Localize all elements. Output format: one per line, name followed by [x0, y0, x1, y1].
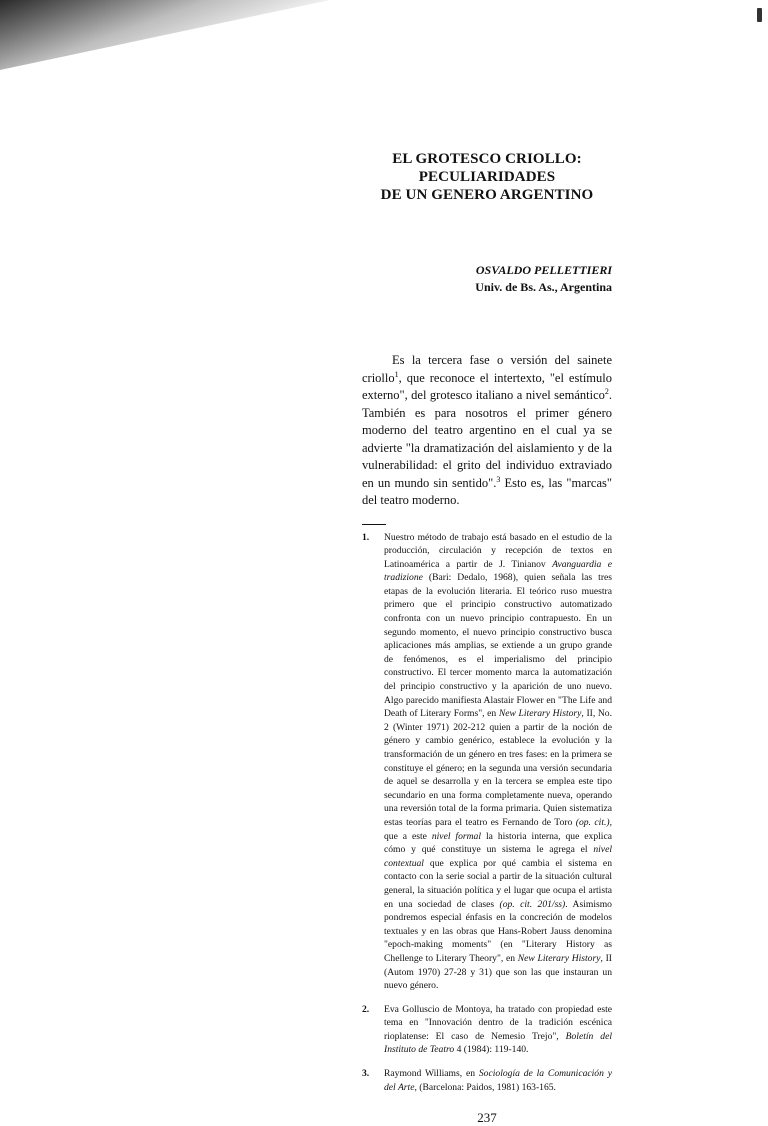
footnote-italic: New Literary History: [498, 708, 582, 720]
footnote-ref-3[interactable]: 3: [496, 474, 501, 484]
author-byline: [362, 262, 612, 296]
footnote-3: [362, 1067, 612, 1094]
footnote-italic: Boletín del Instituto de Teatro: [384, 1030, 612, 1056]
footnote-segment: que explica por qué cambia el sistema en contacto con la serie social a partir de la situación cultural general, la situación política y el lugar que ocupa el artista en una sociedad de clases: [384, 857, 612, 910]
footnote-ref-2[interactable]: 2: [604, 386, 609, 396]
scan-corner-mark: [757, 8, 762, 22]
footnote-text: [384, 1067, 612, 1094]
footnote-segment: , II, No. 2 (Winter 1971) 202-212 quien a partir de la noción de género y cambio genérico, establece la evolución y la transformación de un género en tres fases: en la primera se constituye el género; en la segunda una versión secundaria de aquel se desarrolla y en la tercera se emplea este tipo secundario en una forma completamente nueva, operando una reversión total de la forma primaria. Quien sistematiza estas teorías para el teatro es Fernando de Toro: [384, 708, 612, 828]
footnote-italic: Avanguardia e tradizione: [384, 558, 612, 584]
title-line-1: EL GROTESCO CRIOLLO: PECULIARIDADES: [392, 151, 582, 185]
body-text-3: . También es para nosotros el primer género moderno del teatro argentino en el cual ya se advierte "la dramatización del aislamiento y de la vulnerabilidad: el grito del individuo extraviado en un mundo sin sentido".: [362, 388, 612, 490]
footnote-number: 1.: [362, 531, 370, 543]
footnote-segment: 4 (1984): 119-140.: [454, 1044, 529, 1056]
body-text-4: Esto es, las "marcas" del teatro moderno.: [362, 475, 612, 507]
footnote-ref-1[interactable]: 1: [394, 369, 399, 379]
footnote-italic: nivel formal: [431, 830, 482, 842]
footnote-italic: (op. cit.): [575, 816, 610, 828]
footnotes: [362, 531, 612, 1095]
footnote-segment: Raymond Williams, en: [384, 1068, 479, 1080]
footnote-text: [384, 1003, 612, 1057]
title-line-2: DE UN GENERO ARGENTINO: [380, 187, 594, 203]
footnote-italic: nivel contextual: [384, 844, 612, 869]
body-paragraph: [362, 352, 612, 510]
footnote-italic: New Literary History: [517, 952, 601, 964]
footnote-text: [384, 531, 612, 993]
body-text-2: , que reconoce el intertexto, "el estímulo externo", del grotesco italiano a nivel semántico: [362, 370, 612, 402]
author-affiliation: Univ. de Bs. As., Argentina: [475, 280, 612, 294]
body-text-1: Es la tercera fase o versión del sainete criollo: [362, 353, 612, 385]
footnote-1: [362, 531, 612, 993]
footnote-number: 2.: [362, 1003, 370, 1015]
article-title: [362, 150, 612, 204]
footnote-segment: la historia interna, que explica cómo y qué constituye un sistema le agrega el: [384, 830, 612, 856]
footnote-segment: , (Barcelona: Paidos, 1981) 163-165.: [414, 1081, 556, 1093]
footnote-segment: , que a este: [384, 816, 612, 842]
page-number: 237: [477, 1110, 497, 1126]
author-name: OSVALDO PELLETTIERI: [475, 263, 612, 277]
footnote-segment: , II (Autom 1970) 27-28 y 31) que son las que instauran un nuevo género.: [384, 952, 612, 992]
footnote-number: 3.: [362, 1068, 370, 1080]
footnote-segment: (Bari: Dedalo, 1968), quien señala las tres etapas de la evolución literaria. El teórico ruso muestra primero que el principio constructivo automatizado confronta con un nuevo principio contrapuesto. En un segundo momento, el nuevo principio constructivo busca aplicaciones más amplias, se extiende a un grupo grande de fenómenos, es el imperialismo del principio constructivo. El tercer momento marca la automatización del principio constructivo y la aparición de uno nuevo. Algo parecido manifiesta Alastair Flower en "The Life and Death of Literary Forms", en: [384, 572, 612, 720]
footnote-segment: . Asimismo pondremos especial énfasis en la concreción de modelos textuales y en las obras que Hans-Robert Jauss denomina "epoch-making moments" (en "Literary History as Chellenge to Literary Theory", en: [384, 898, 612, 964]
footnote-italic: (op. cit. 201/ss): [499, 898, 566, 910]
footnote-segment: Nuestro método de trabajo está basado en el estudio de la producción, circulación y recepción de textos en Latinoamérica a partir de J. Tinianov: [384, 531, 612, 570]
footnote-italic: Sociología de la Comunicación y del Arte: [384, 1068, 612, 1093]
footnote-2: [362, 1003, 612, 1057]
footnote-segment: Eva Golluscio de Montoya, ha tratado con propiedad este tema en "Innovación dentro de la tradición escénica rioplatense: El caso de Nemesio Trejo",: [384, 1003, 612, 1042]
article-page: [362, 150, 612, 1126]
footnote-divider: [362, 524, 386, 525]
scan-edge-shadow: [0, 0, 330, 70]
